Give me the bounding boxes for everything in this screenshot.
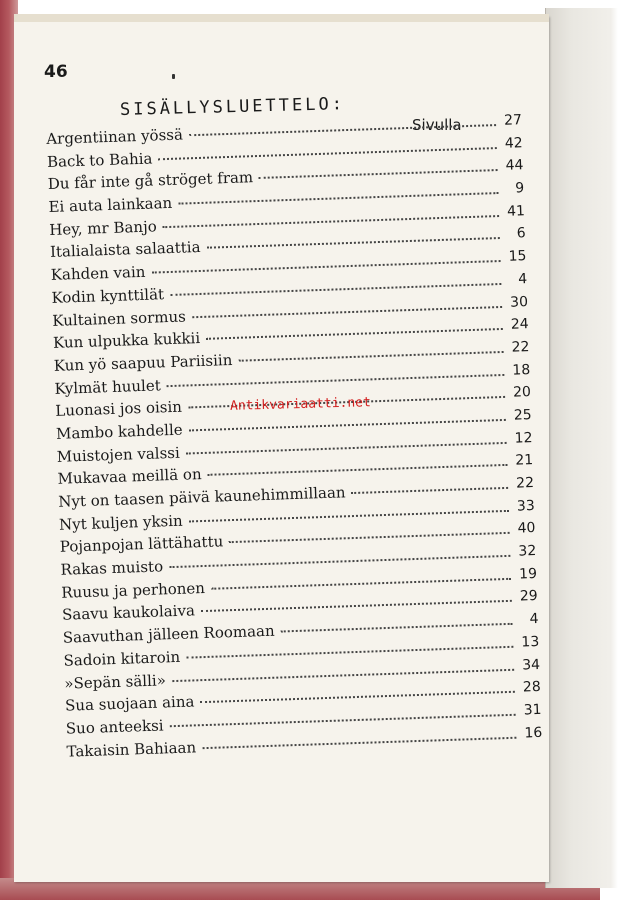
- toc-entry-page: 22: [511, 338, 530, 356]
- dot-leader: [200, 689, 515, 703]
- toc-entry-title: Kahden vain: [50, 262, 146, 285]
- toc-entry-page: 27: [503, 112, 523, 129]
- toc-entry-page: 34: [521, 656, 541, 674]
- dot-leader: [163, 213, 499, 228]
- dot-leader: [238, 349, 503, 362]
- dot-leader: [172, 666, 514, 681]
- dot-leader: [189, 508, 509, 523]
- dot-leader: [189, 417, 506, 432]
- dot-leader: [259, 167, 498, 179]
- toc-entry-title: Sadoin kitaroin: [63, 647, 181, 670]
- toc-entry-title: Luonasi jos oisin: [55, 397, 183, 421]
- toc-entry-page: 18: [512, 361, 531, 379]
- dot-leader: [151, 258, 500, 274]
- toc-entry-title: Italialaista salaattia: [49, 238, 201, 262]
- dot-leader: [351, 485, 508, 494]
- toc-entry-page: 4: [518, 270, 528, 288]
- toc-entry-title: Kun ulpukka kukkii: [52, 329, 201, 353]
- toc-entry-title: Nyt on taasen päivä kaunehimmillaan: [58, 483, 346, 511]
- toc-entry-page: 33: [516, 497, 535, 515]
- dot-leader: [158, 145, 497, 160]
- toc-entry-title: Takaisin Bahiaan: [66, 737, 197, 761]
- toc-entry-title: Kultainen sormus: [52, 306, 187, 330]
- page-number: 46: [44, 62, 68, 82]
- dot-leader: [169, 553, 510, 568]
- toc-entry-page: 4: [529, 611, 539, 628]
- toc-entry-page: 16: [524, 724, 543, 742]
- toc-entry-page: 20: [512, 384, 532, 401]
- dot-leader: [208, 462, 508, 476]
- toc-entry-page: 13: [521, 633, 540, 651]
- toc-entry-page: 40: [517, 520, 536, 537]
- toc-entry-title: Hey, mr Banjo: [49, 217, 157, 239]
- dot-leader: [202, 734, 516, 748]
- table-of-contents: [46, 112, 543, 764]
- toc-entry-page: 6: [516, 225, 526, 242]
- dot-leader: [206, 235, 499, 249]
- toc-entry-title: Kun yö saapuu Pariisiin: [53, 350, 233, 375]
- toc-entry-title: Kylmät huulet: [54, 375, 161, 398]
- toc-entry-title: Saavu kaukolaiva: [61, 601, 196, 625]
- dot-leader: [201, 598, 512, 612]
- ink-speck: [172, 74, 175, 79]
- toc-entry-title: Mambo kahdelle: [55, 420, 183, 443]
- dot-leader: [186, 644, 513, 659]
- dot-leader: [186, 440, 507, 455]
- dot-leader: [211, 576, 511, 590]
- toc-entry-title: Kodin kynttilät: [51, 284, 165, 307]
- dot-leader: [189, 122, 496, 136]
- toc-entry-page: 19: [518, 565, 538, 583]
- watermark-link[interactable]: Antikvariaatti.net: [229, 395, 372, 414]
- toc-entry-page: 31: [523, 701, 542, 719]
- toc-entry-title: »Sepän sälli»: [64, 670, 167, 693]
- toc-entry-title: Suo anteeksi: [65, 716, 164, 738]
- toc-entry-title: Ruusu ja perhonen: [61, 578, 206, 602]
- toc-entry-page: 44: [505, 157, 524, 175]
- toc-entry-title: Nyt kuljen yksin: [58, 511, 183, 534]
- dot-leader: [229, 530, 509, 543]
- page-top-shadow: [14, 14, 549, 22]
- toc-entry-title: Ei auta lainkaan: [48, 193, 173, 217]
- toc-entry-title: Saavuthan jälleen Roomaan: [62, 621, 275, 647]
- toc-entry-page: 22: [515, 475, 535, 492]
- toc-entry-title: Muistojen valssi: [56, 443, 180, 466]
- toc-entry-page: 32: [518, 543, 537, 560]
- toc-entry-page: 28: [522, 679, 542, 696]
- dot-leader: [178, 190, 498, 205]
- toc-entry-title: Rakas muisto: [60, 557, 164, 579]
- toc-entry-page: 30: [509, 293, 529, 311]
- dot-leader: [167, 372, 505, 387]
- toc-entry-title: Du får inte gå ströget fram: [47, 168, 254, 194]
- toc-entry-page: 29: [519, 588, 538, 605]
- next-pages-edge: [545, 8, 618, 888]
- dot-leader: [170, 281, 501, 296]
- toc-entry-page: 9: [515, 180, 525, 197]
- toc-entry-title: Pojanpojan lättähattu: [59, 532, 224, 557]
- page-column-header: Sivulla: [412, 116, 462, 134]
- dot-leader: [169, 712, 515, 727]
- toc-entry-page: 41: [506, 202, 526, 220]
- toc-entry-page: 24: [510, 316, 529, 333]
- toc-entry-page: 25: [513, 406, 532, 424]
- dot-leader: [192, 303, 502, 317]
- toc-entry-page: 21: [515, 452, 534, 469]
- toc-entry-title: Back to Bahia: [46, 149, 153, 171]
- dot-leader: [281, 621, 513, 633]
- toc-entry-title: Sua suojaan aina: [64, 692, 195, 715]
- toc-entry-title: Argentiinan yössä: [46, 125, 184, 148]
- toc-entry-page: 42: [504, 134, 523, 152]
- page-title: SISÄLLYSLUETTELO:: [119, 94, 346, 120]
- dot-leader: [206, 326, 503, 340]
- toc-entry-page: 12: [514, 429, 533, 447]
- toc-entry-title: Mukavaa meillä on: [57, 465, 202, 489]
- toc-entry-page: 15: [508, 248, 527, 265]
